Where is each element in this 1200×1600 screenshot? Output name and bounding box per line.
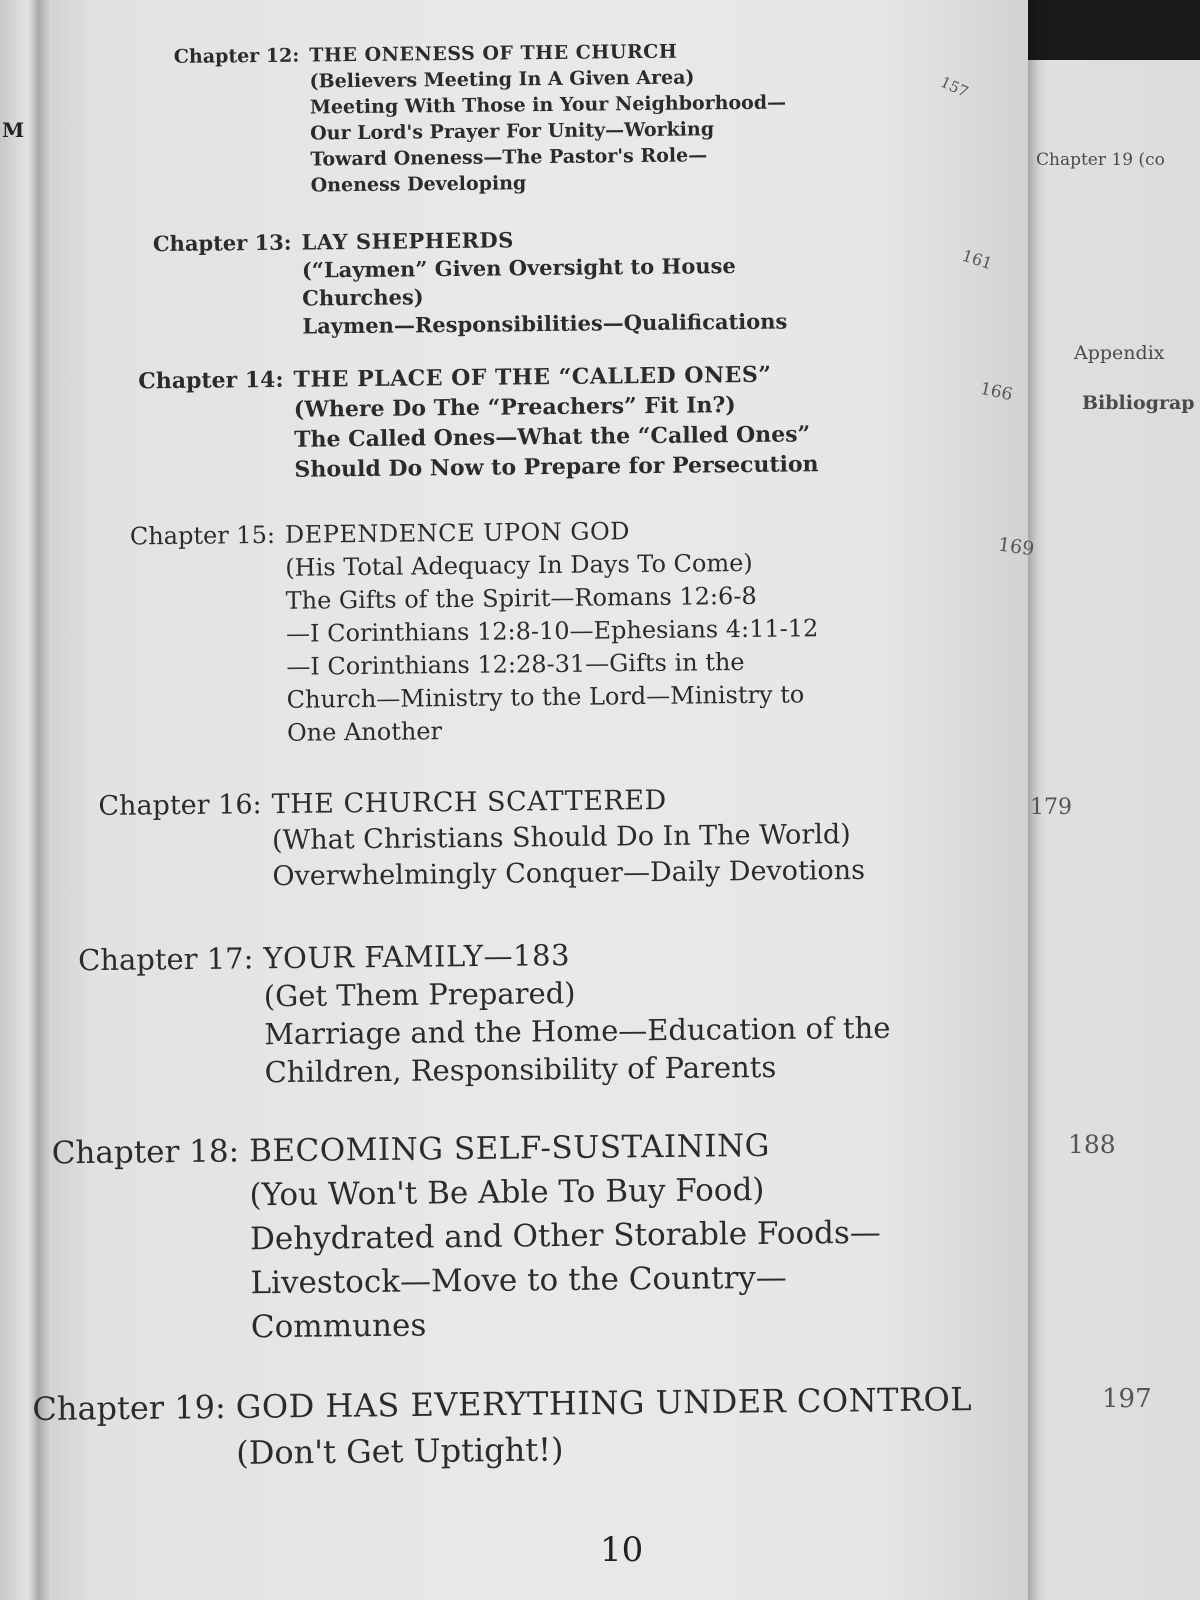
chapter-page-number: 197: [1102, 1384, 1152, 1414]
toc-entry-chapter-13: [152, 223, 788, 340]
chapter-subline: Overwhelmingly Conquer—Daily Devotions: [272, 854, 866, 893]
chapter-subline: (Believers Meeting In A Given Area): [309, 66, 695, 93]
chapter-subline: Our Lord's Prayer For Unity—Working: [310, 118, 715, 145]
chapter-subline: Children, Responsibility of Parents: [264, 1049, 777, 1090]
chapter-page-number: 188: [1068, 1130, 1116, 1159]
toc-entry-chapter-16: [98, 781, 866, 895]
chapter-subline: Should Do Now to Prepare for Persecution: [294, 451, 819, 483]
toc-entry-chapter-14: [138, 359, 819, 484]
chapter-title: THE ONENESS OF THE CHURCH: [309, 40, 678, 67]
chapter-subline: (“Laymen” Given Oversight to House: [301, 252, 736, 283]
chapter-title: GOD HAS EVERYTHING UNDER CONTROL: [235, 1380, 973, 1426]
chapter-subline: The Called Ones—What the “Called Ones”: [294, 421, 811, 453]
right-bibliography: Bibliograp: [1082, 392, 1195, 414]
chapter-page-number: 179: [1030, 795, 1072, 820]
chapter-subline: (Where Do The “Preachers” Fit In?): [293, 392, 736, 423]
chapter-title: BECOMING SELF-SUSTAINING: [248, 1127, 771, 1170]
chapter-label: Chapter 13:: [152, 229, 292, 257]
chapter-subline: (Get Them Prepared): [263, 976, 576, 1014]
chapter-label: Chapter 18:: [51, 1133, 240, 1172]
chapter-label: Chapter 15:: [129, 520, 276, 551]
chapter-label: Chapter 12:: [173, 44, 300, 68]
chapter-subline: —I Corinthians 12:28-31—Gifts in the: [286, 647, 745, 681]
chapter-title: DEPENDENCE UPON GOD: [284, 517, 631, 549]
right-appendix: Appendix: [1074, 342, 1165, 364]
chapter-subline: (You Won't Be Able To Buy Food): [249, 1171, 765, 1214]
chapter-subline: Meeting With Those in Your Neighborhood—: [309, 91, 787, 119]
chapter-page-number: 157: [937, 72, 972, 102]
chapter-subline: The Gifts of the Spirit—Romans 12:6-8: [285, 581, 757, 615]
toc-entry-chapter-17: [77, 933, 891, 1092]
chapter-page-number: 169: [996, 533, 1036, 561]
right-chapter-ref: Chapter 19 (co: [1036, 150, 1165, 170]
chapter-label: Chapter 17:: [77, 941, 254, 978]
chapter-subline: Dehydrated and Other Storable Foods—: [249, 1214, 882, 1258]
toc-entry-chapter-18: [51, 1123, 882, 1350]
chapter-page-number: 166: [978, 378, 1015, 406]
chapter-page-number: 161: [959, 245, 995, 274]
chapter-label: Chapter 14:: [138, 366, 284, 395]
left-page-fragment: M: [2, 118, 25, 142]
chapter-title: THE PLACE OF THE “CALLED ONES”: [293, 361, 772, 393]
chapter-label: Chapter 19:: [32, 1387, 226, 1428]
chapter-subline: One Another: [286, 717, 443, 747]
chapter-subline: Churches): [302, 284, 424, 311]
chapter-subline: Oneness Developing: [310, 172, 527, 197]
chapter-subline: Laymen—Responsibilities—Qualifications: [302, 308, 788, 339]
chapter-title: YOUR FAMILY—183: [263, 938, 571, 976]
chapter-subline: (Don't Get Uptight!): [236, 1430, 564, 1472]
chapter-subline: —I Corinthians 12:8-10—Ephesians 4:11-12: [285, 614, 819, 648]
chapter-title: LAY SHEPHERDS: [301, 227, 514, 255]
chapter-subline: Church—Ministry to the Lord—Ministry to: [286, 680, 805, 714]
chapter-subline: Toward Oneness—The Pastor's Role—: [310, 144, 708, 171]
toc-entry-chapter-19: [32, 1376, 973, 1476]
chapter-subline: Communes: [250, 1307, 427, 1346]
chapter-subline: (His Total Adequacy In Days To Come): [285, 548, 753, 582]
chapter-subline: Livestock—Move to the Country—: [250, 1259, 787, 1302]
chapter-title: THE CHURCH SCATTERED: [271, 784, 667, 821]
page-folio-number: 10: [600, 1530, 644, 1570]
chapter-subline: (What Christians Should Do In The World): [271, 819, 851, 857]
chapter-subline: Marriage and the Home—Education of the: [264, 1010, 891, 1052]
chapter-label: Chapter 16:: [98, 789, 262, 822]
toc-entry-chapter-12: [173, 38, 787, 199]
toc-entry-chapter-15: [129, 513, 820, 750]
